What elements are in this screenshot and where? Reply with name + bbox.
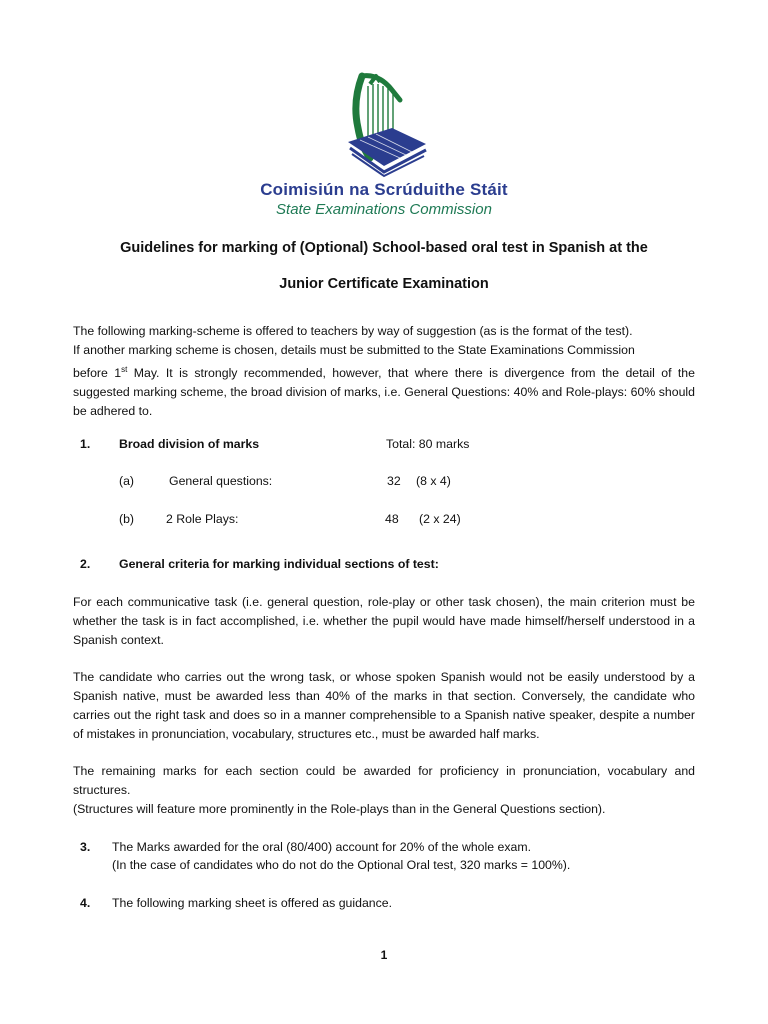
intro-line3: before 1st May. It is strongly recommended, however, that where there is divergence from the detail of the suggested marking scheme, the broad division of marks, i.e. General Questions: 40% and Role-plays: 60% should be adhered to.: [73, 365, 695, 419]
criteria-paragraph-1: For each communicative task (i.e. general question, role-play or other task chosen), the main criterion must be whether the task is in fact accomplished, i.e. whether the pupil would have made himself/herself understood in a Spanish context.: [73, 595, 695, 647]
sec-harp-logo: [340, 70, 430, 182]
intro-line1: The following marking-scheme is offered to teachers by way of suggestion (as is the format of the test).: [73, 324, 633, 338]
item-b-name: 2 Role Plays:: [166, 512, 239, 526]
item-b-breakdown: (2 x 24): [419, 512, 461, 526]
section2-heading: General criteria for marking individual sections of test:: [119, 557, 439, 571]
item-b-label: (b): [119, 512, 135, 526]
item-a-marks: 32: [387, 474, 401, 488]
section1-total: Total: 80 marks: [386, 437, 470, 451]
criteria-paragraph-3: The remaining marks for each section could be awarded for proficiency in pronunciation, vocabulary and structures.: [73, 764, 695, 797]
item-a-breakdown: (8 x 4): [416, 474, 451, 488]
document-title-line1: Guidelines for marking of (Optional) School-based oral test in Spanish at the: [120, 240, 648, 256]
page-number: 1: [380, 948, 388, 962]
item-b-marks: 48: [385, 512, 399, 526]
section1-heading: Broad division of marks: [119, 437, 260, 451]
section3-line1: The Marks awarded for the oral (80/400) account for 20% of the whole exam.: [112, 840, 531, 854]
criteria-paragraph-4: (Structures will feature more prominently in the Role-plays than in the General Questions section).: [73, 802, 606, 816]
item-a-label: (a): [119, 474, 135, 488]
section4-number: 4.: [80, 896, 91, 910]
section3-line2: (In the case of candidates who do not do the Optional Oral test, 320 marks = 100%).: [112, 858, 571, 872]
section3-number: 3.: [80, 840, 91, 854]
section2-number: 2.: [80, 557, 91, 571]
criteria-paragraph-2: The candidate who carries out the wrong task, or whose spoken Spanish would not be easily understood by a Spanish native, must be awarded less than 40% of the marks in that section. Conversely, the candidate who carries out the right task and does so in a manner comprehensible to a Spanish native speaker, despite a number of mistakes in pronunciation, vocabulary, structures etc., must be awarded half marks.: [73, 670, 695, 741]
intro-paragraph: [73, 322, 695, 421]
org-name-irish: Coimisiún na Scrúduithe Stáit: [260, 180, 508, 199]
intro-line2: If another marking scheme is chosen, details must be submitted to the State Examinations Commission: [73, 343, 635, 357]
document-title-line2: Junior Certificate Examination: [279, 276, 489, 292]
section4-text: The following marking sheet is offered as guidance.: [112, 896, 393, 910]
org-name-english: State Examinations Commission: [276, 201, 492, 218]
item-a-name: General questions:: [169, 474, 273, 488]
section1-number: 1.: [80, 437, 91, 451]
